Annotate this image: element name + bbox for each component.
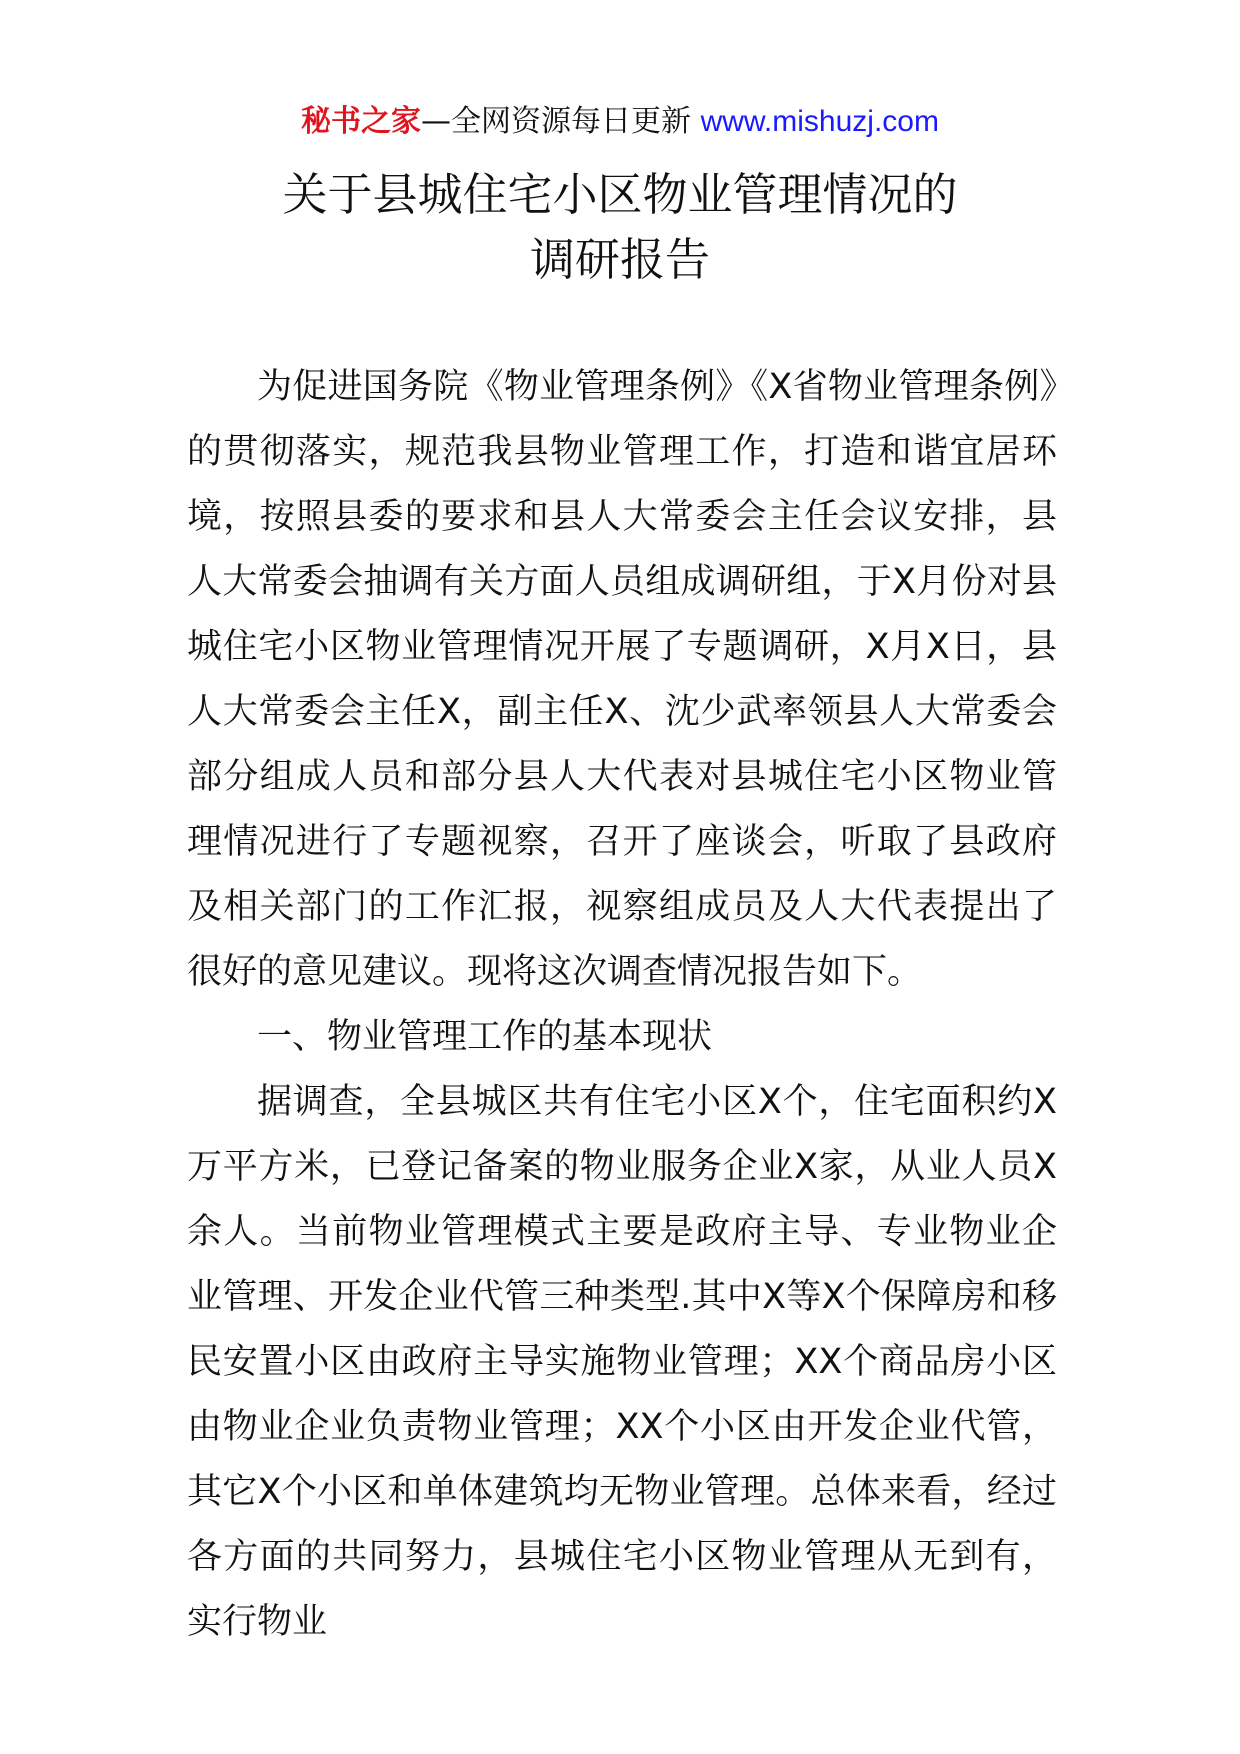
section-heading-1: 一、物业管理工作的基本现状 (257, 1017, 713, 1057)
header-tagline: —全网资源每日更新 (421, 104, 701, 139)
brand-name: 秘书之家 (301, 104, 422, 139)
document-body (187, 355, 1057, 1655)
document-title (0, 162, 1240, 292)
site-url[interactable]: www.mishuzj.com (700, 105, 939, 138)
title-line-1: 关于县城住宅小区物业管理情况的 (282, 168, 958, 221)
site-header (0, 100, 1240, 144)
paragraph-intro: 为促进国务院《物业管理条例》《X省物业管理条例》的贯彻落实，规范我县物业管理工作，打造和谐宜居环境，按照县委的要求和县人大常委会主任会议安排，县人大常委会抽调有关方面人员组成调研组，于X月份对县城住宅小区物业管理情况开展了专题调研，X月X日，县人大常委会主任X，副主任X、沈少武率领县人大常委会部分组成人员和部分县人大代表对县城住宅小区物业管理情况进行了专题视察，召开了座谈会，听取了县政府及相关部门的工作汇报，视察组成员及人大代表提出了很好的意见建议。现将这次调查情况报告如下。 (187, 367, 1057, 992)
paragraph-status: 据调查，全县城区共有住宅小区X个，住宅面积约X万平方米，已登记备案的物业服务企业X家，从业人员X余人。当前物业管理模式主要是政府主导、专业物业企业管理、开发企业代管三种类型.其中X等X个保障房和移民安置小区由政府主导实施物业管理；XX个商品房小区由物业企业负责物业管理；XX个小区由开发企业代管，其它X个小区和单体建筑均无物业管理。总体来看，经过各方面的共同努力，县城住宅小区物业管理从无到有，实行物业 (187, 1082, 1057, 1642)
title-line-2: 调研报告 (529, 233, 710, 286)
